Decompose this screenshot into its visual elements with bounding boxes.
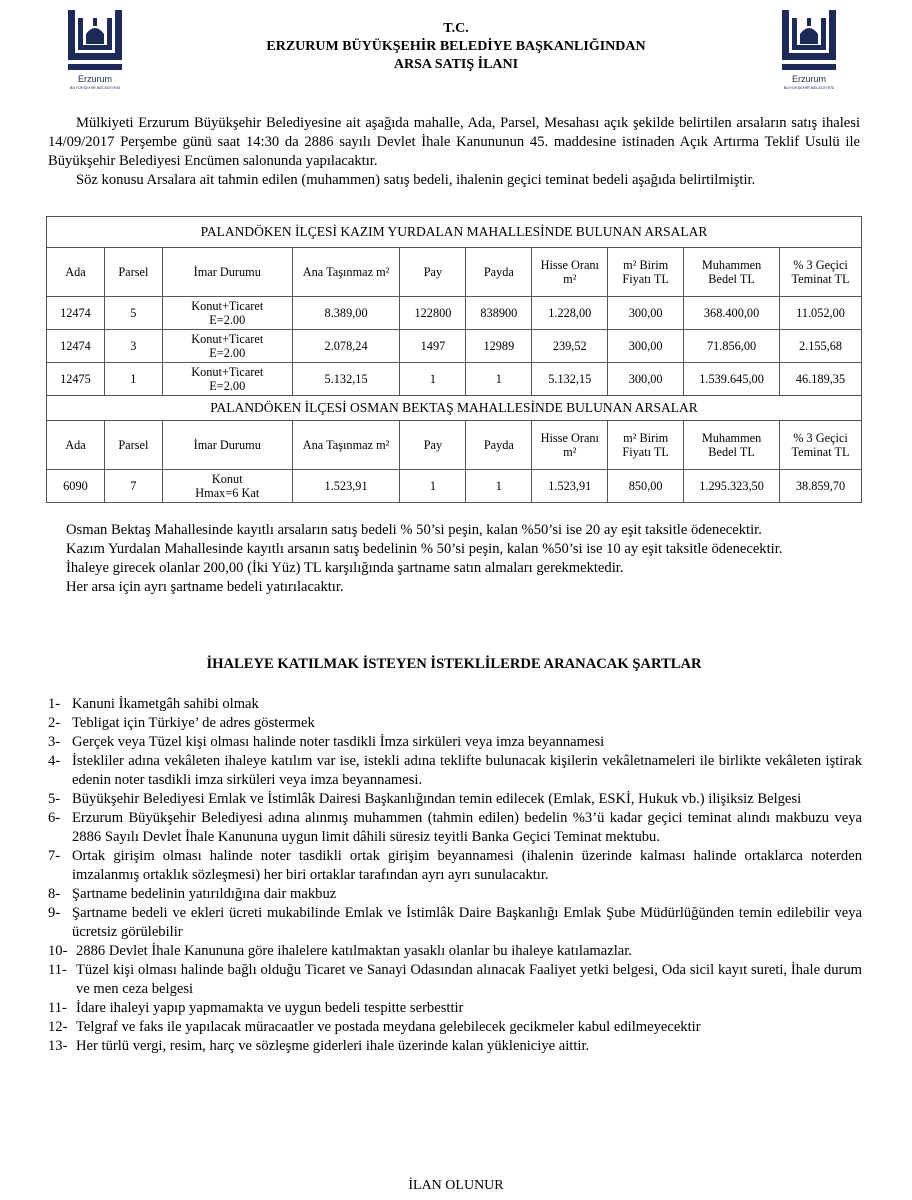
list-item xyxy=(48,714,862,733)
column-header: Pay xyxy=(400,248,466,297)
item-text: İstekliler adına vekâleten ihaleye katılım var ise, istekli adına teklifte bulunacak kişilerin vekâletnameleri ile birlikte vekâleten iştirak edenin noter tasdikli imza sirküleri veya imza beyannamesi. xyxy=(72,753,862,788)
cell-ada: 12475 xyxy=(47,363,105,396)
cell-ana: 1.523,91 xyxy=(292,470,400,503)
cell-pay: 1 xyxy=(400,470,466,503)
cell-imar xyxy=(162,330,292,363)
item-number: 4- xyxy=(48,753,61,769)
requirements-list xyxy=(48,695,862,1056)
item-number: 6- xyxy=(48,810,61,826)
list-item xyxy=(48,885,862,904)
imar-line-2: E=2.00 xyxy=(209,313,246,327)
column-header: Hisse Oranı m² xyxy=(532,248,608,297)
cell-hisse: 239,52 xyxy=(532,330,608,363)
intro-paragraph-1: Mülkiyeti Erzurum Büyükşehir Belediyesine ait aşağıda mahalle, Ada, Parsel, Mesahası açık şekilde belirtilen arsaların satış ihalesi 14/09/2017 Perşembe günü saat 14:30 da 2886 sayılı Devlet İhale Kanununun 45. maddesine istinaden Açık Artırma Teklif Usulü ile Büyükşehir Belediyesi Encümen salonunda yapılacaktır. xyxy=(48,115,860,169)
cell-imar xyxy=(162,297,292,330)
table-row xyxy=(47,470,862,503)
list-item xyxy=(48,1018,862,1037)
list-item xyxy=(48,733,862,752)
cell-ana: 5.132,15 xyxy=(292,363,400,396)
column-header: % 3 Geçici Teminat TL xyxy=(780,248,862,297)
table-row xyxy=(47,330,862,363)
cell-birim: 300,00 xyxy=(608,330,684,363)
item-text: Kanuni İkametgâh sahibi olmak xyxy=(72,696,259,712)
list-item xyxy=(48,942,862,961)
list-item xyxy=(48,695,862,714)
item-text: Tüzel kişi olması halinde bağlı olduğu Ticaret ve Sanayi Odasından alınacak Faaliyet yetki belgesi, Oda sicil kayıt sureti, İhale durum ve men ceza belgesi xyxy=(76,962,862,997)
item-number: 8- xyxy=(48,886,61,902)
cell-parsel: 3 xyxy=(104,330,162,363)
erzurum-municipality-logo-left xyxy=(64,8,126,88)
land-sale-table xyxy=(46,216,862,503)
cell-imar xyxy=(162,470,292,503)
condition-kazim-yurdalan: Kazım Yurdalan Mahallesinde kayıtlı arsanın satış bedelinin % 50’si peşin, kalan %50’si ise 10 ay eşit taksitle ödenecektir. xyxy=(66,541,783,557)
column-header: İmar Durumu xyxy=(162,248,292,297)
condition-specification-fee: İhaleye girecek olanlar 200,00 (İki Yüz) TL karşılığında şartname satın almaları gerekmektedir. xyxy=(66,560,624,576)
cell-teminat: 2.155,68 xyxy=(780,330,862,363)
section-title: PALANDÖKEN İLÇESİ KAZIM YURDALAN MAHALLESİNDE BULUNAN ARSALAR xyxy=(47,217,862,248)
item-number: 13- xyxy=(48,1038,68,1054)
logo-name-text: Erzurum xyxy=(77,74,112,84)
imar-line-1: Konut+Ticaret xyxy=(191,299,264,313)
logo-subtitle-text: BÜYÜKŞEHİR BELEDİYESİ xyxy=(783,85,835,90)
cell-parsel: 7 xyxy=(104,470,162,503)
imar-line-2: Hmax=6 Kat xyxy=(195,486,260,500)
item-number: 12- xyxy=(48,1019,68,1035)
document-header xyxy=(150,20,762,74)
section-title: PALANDÖKEN İLÇESİ OSMAN BEKTAŞ MAHALLESİNDE BULUNAN ARSALAR xyxy=(47,396,862,421)
cell-ada: 6090 xyxy=(47,470,105,503)
column-header: Parsel xyxy=(104,248,162,297)
cell-birim: 300,00 xyxy=(608,297,684,330)
intro-paragraph-2: Söz konusu Arsalara ait tahmin edilen (muhammen) satış bedeli, ihalenin geçici teminat bedeli aşağıda belirtilmiştir. xyxy=(76,172,756,188)
column-header: Muhammen Bedel TL xyxy=(684,421,780,470)
logo-name-text: Erzurum xyxy=(791,74,826,84)
item-number: 2- xyxy=(48,715,61,731)
item-text: Erzurum Büyükşehir Belediyesi adına alınmış muhammen (tahmin edilen) bedelin %3’ü kadar geçici teminat alındı makbuzu veya 2886 Sayılı Devlet İhale Kanununa uygun limit dâhili süresiz teyitli Banka Geçici Teminat mektubu. xyxy=(72,810,862,845)
cell-birim: 850,00 xyxy=(608,470,684,503)
cell-birim: 300,00 xyxy=(608,363,684,396)
condition-separate-fee: Her arsa için ayrı şartname bedeli yatırılacaktır. xyxy=(66,579,344,595)
requirements-title: İHALEYE KATILMAK İSTEYEN İSTEKLİLERDE ARANACAK ŞARTLAR xyxy=(206,656,702,672)
item-number: 11- xyxy=(48,1000,67,1016)
closing-statement: İLAN OLUNUR xyxy=(408,1178,504,1193)
cell-ana: 8.389,00 xyxy=(292,297,400,330)
cell-pay: 1497 xyxy=(400,330,466,363)
cell-pay: 1 xyxy=(400,363,466,396)
section-title-row xyxy=(47,396,862,421)
imar-line-1: Konut xyxy=(211,472,243,486)
item-text: Telgraf ve faks ile yapılacak müracaatler ve postada meydana gelebilecek gecikmeler kabul edilmeyecektir xyxy=(76,1019,701,1035)
column-header: m² Birim Fiyatı TL xyxy=(608,248,684,297)
cell-imar xyxy=(162,363,292,396)
cell-pay: 122800 xyxy=(400,297,466,330)
logo-emblem-icon xyxy=(778,8,840,74)
cell-payda: 838900 xyxy=(466,297,532,330)
list-item xyxy=(48,790,862,809)
section-title-row xyxy=(47,217,862,248)
list-item xyxy=(48,961,862,999)
cell-ada: 12474 xyxy=(47,297,105,330)
header-institution: ERZURUM BÜYÜKŞEHİR BELEDİYE BAŞKANLIĞINDAN xyxy=(266,39,646,54)
table-header-row xyxy=(47,248,862,297)
list-item xyxy=(48,752,862,790)
table-row xyxy=(47,363,862,396)
list-item xyxy=(48,1037,862,1056)
item-number: 5- xyxy=(48,791,61,807)
cell-payda: 1 xyxy=(466,470,532,503)
item-text: Tebligat için Türkiye’ de adres göstermek xyxy=(72,715,315,731)
header-title: ARSA SATIŞ İLANI xyxy=(393,57,519,72)
column-header: İmar Durumu xyxy=(162,421,292,470)
column-header: Hisse Oranı m² xyxy=(532,421,608,470)
cell-parsel: 1 xyxy=(104,363,162,396)
item-number: 1- xyxy=(48,696,61,712)
cell-muhammen: 1.539.645,00 xyxy=(684,363,780,396)
list-item xyxy=(48,809,862,847)
item-number: 3- xyxy=(48,734,61,750)
table-row xyxy=(47,297,862,330)
cell-hisse: 1.228,00 xyxy=(532,297,608,330)
column-header: Ana Taşınmaz m² xyxy=(292,248,400,297)
payment-conditions xyxy=(48,521,860,597)
cell-hisse: 5.132,15 xyxy=(532,363,608,396)
cell-teminat: 46.189,35 xyxy=(780,363,862,396)
list-item xyxy=(48,904,862,942)
item-text: Şartname bedelinin yatırıldığına dair makbuz xyxy=(72,886,337,902)
condition-osman-bektas: Osman Bektaş Mahallesinde kayıtlı arsaların satış bedeli % 50’si peşin, kalan %50’si ise 20 ay eşit taksitle ödenecektir. xyxy=(66,522,762,538)
cell-teminat: 38.859,70 xyxy=(780,470,862,503)
header-tc: T.C. xyxy=(443,21,469,36)
column-header: Payda xyxy=(466,248,532,297)
item-text: 2886 Devlet İhale Kanununa göre ihalelere katılmaktan yasaklı olanlar bu ihaleye katılamazlar. xyxy=(76,943,632,959)
cell-teminat: 11.052,00 xyxy=(780,297,862,330)
imar-line-1: Konut+Ticaret xyxy=(191,365,264,379)
imar-line-1: Konut+Ticaret xyxy=(191,332,264,346)
item-text: Şartname bedeli ve ekleri ücreti mukabilinde Emlak ve İstimlâk Daire Başkanlığı Emlak Şube Müdürlüğünden temin edilebilir veya ücretsiz görülebilir xyxy=(72,905,862,940)
item-text: İdare ihaleyi yapıp yapmamakta ve uygun bedeli tespitte serbesttir xyxy=(76,1000,464,1016)
table-header-row xyxy=(47,421,862,470)
item-number: 10- xyxy=(48,943,68,959)
column-header: Ada xyxy=(47,248,105,297)
column-header: Muhammen Bedel TL xyxy=(684,248,780,297)
cell-ana: 2.078,24 xyxy=(292,330,400,363)
column-header: Parsel xyxy=(104,421,162,470)
cell-ada: 12474 xyxy=(47,330,105,363)
list-item xyxy=(48,999,862,1018)
cell-hisse: 1.523,91 xyxy=(532,470,608,503)
cell-muhammen: 368.400,00 xyxy=(684,297,780,330)
cell-muhammen: 71.856,00 xyxy=(684,330,780,363)
cell-parsel: 5 xyxy=(104,297,162,330)
logo-subtitle-text: BÜYÜKŞEHİR BELEDİYESİ xyxy=(69,85,121,90)
column-header: % 3 Geçici Teminat TL xyxy=(780,421,862,470)
cell-payda: 12989 xyxy=(466,330,532,363)
cell-payda: 1 xyxy=(466,363,532,396)
item-text: Gerçek veya Tüzel kişi olması halinde noter tasdikli İmza sirküleri veya imza beyannamesi xyxy=(72,734,605,750)
list-item xyxy=(48,847,862,885)
imar-line-2: E=2.00 xyxy=(209,346,246,360)
column-header: Ada xyxy=(47,421,105,470)
item-number: 7- xyxy=(48,848,61,864)
item-number: 9- xyxy=(48,905,61,921)
logo-emblem-icon xyxy=(64,8,126,74)
item-text: Her türlü vergi, resim, harç ve sözleşme giderleri ihale üzerinde kalan yükleniciye aittir. xyxy=(76,1038,590,1054)
item-text: Ortak girişim olması halinde noter tasdikli ortak girişim beyannamesi (ihalenin üzerinde kalması halinde ortaklarca noterden imzalanmış ortaklık sözleşmesi) her biri ortaklar tarafından ayrı ayrı sunulacaktır. xyxy=(72,848,862,883)
column-header: Payda xyxy=(466,421,532,470)
item-text: Büyükşehir Belediyesi Emlak ve İstimlâk Dairesi Başkanlığından temin edilecek (Emlak, ESKİ, Hukuk vb.) ilişiksiz Belgesi xyxy=(72,791,802,807)
erzurum-municipality-logo-right xyxy=(778,8,840,88)
column-header: m² Birim Fiyatı TL xyxy=(608,421,684,470)
column-header: Pay xyxy=(400,421,466,470)
column-header: Ana Taşınmaz m² xyxy=(292,421,400,470)
imar-line-2: E=2.00 xyxy=(209,379,246,393)
item-number: 11- xyxy=(48,962,67,978)
cell-muhammen: 1.295.323,50 xyxy=(684,470,780,503)
